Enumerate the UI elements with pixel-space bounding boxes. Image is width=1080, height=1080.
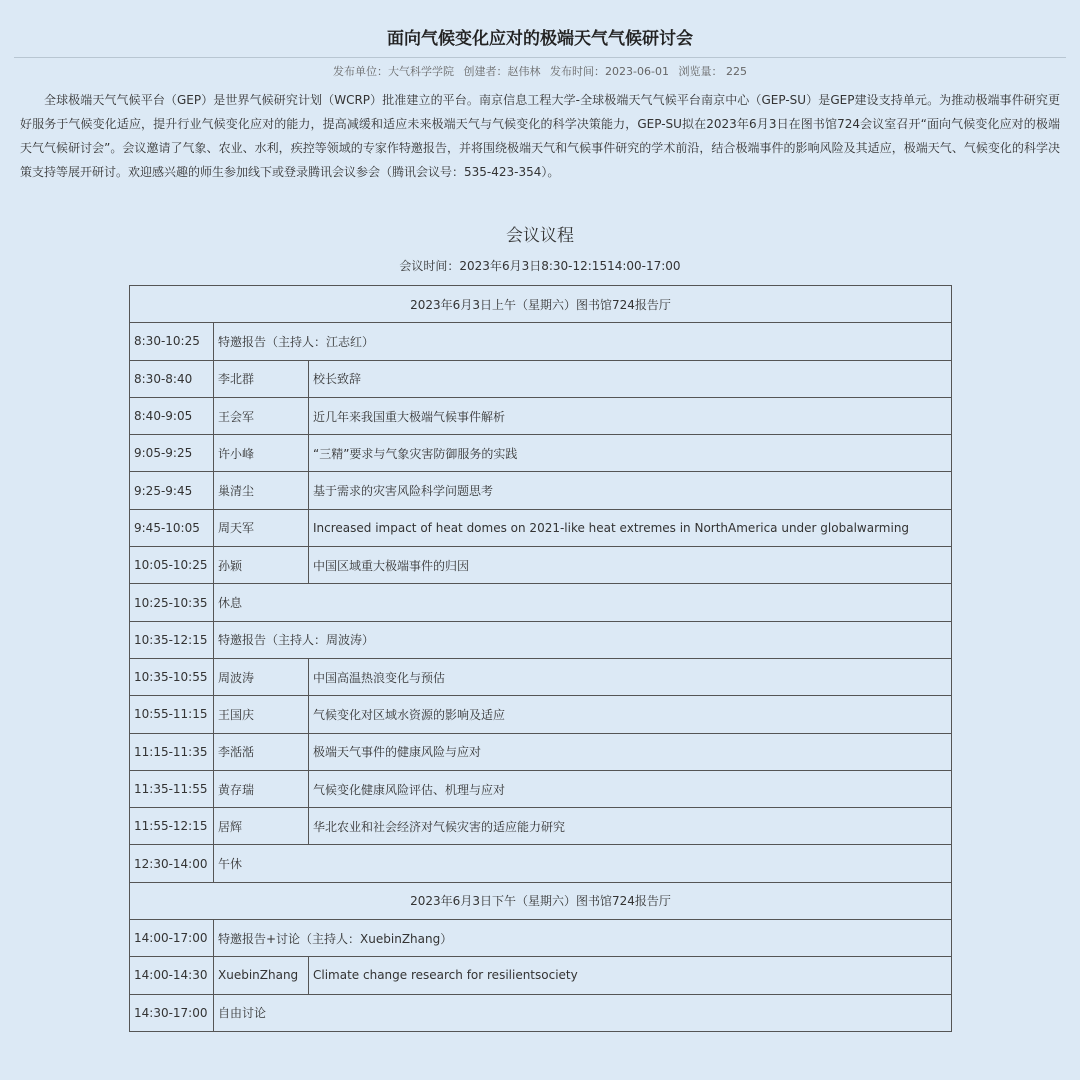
agenda-speaker-cell: 周波涛 <box>214 658 309 695</box>
agenda-session-cell: 特邀报告（主持人：周波涛） <box>214 621 952 658</box>
agenda-time-cell: 14:00-14:30 <box>130 957 214 994</box>
agenda-speaker-cell: 王会军 <box>214 397 309 434</box>
agenda-talk-row <box>130 435 952 472</box>
agenda-speaker-cell: 巢清尘 <box>214 472 309 509</box>
agenda-session-row <box>130 323 952 360</box>
agenda-time-cell: 8:40-9:05 <box>130 397 214 434</box>
agenda-talk-row <box>130 770 952 807</box>
agenda-time-cell: 9:25-9:45 <box>130 472 214 509</box>
agenda-session-row <box>130 920 952 957</box>
agenda-table <box>129 285 952 1032</box>
agenda-session-cell: 特邀报告+讨论（主持人：XuebinZhang） <box>214 920 952 957</box>
agenda-speaker-cell: 王国庆 <box>214 696 309 733</box>
agenda-talk-row <box>130 547 952 584</box>
agenda-topic-cell: 极端天气事件的健康风险与应对 <box>309 733 952 770</box>
agenda-day-header-row <box>130 286 952 323</box>
page-title: 面向气候变化应对的极端天气气候研讨会 <box>387 29 693 49</box>
agenda-speaker-cell: 黄存瑞 <box>214 770 309 807</box>
agenda-session-cell: 自由讨论 <box>214 994 952 1031</box>
agenda-talk-row <box>130 472 952 509</box>
agenda-day-header: 2023年6月3日下午（星期六）图书馆724报告厅 <box>130 882 952 919</box>
agenda-session-cell: 特邀报告（主持人：江志红） <box>214 323 952 360</box>
publisher-label: 发布单位：大气科学学院 <box>333 65 455 78</box>
agenda-day-header: 2023年6月3日上午（星期六）图书馆724报告厅 <box>130 286 952 323</box>
agenda-session-row <box>130 994 952 1031</box>
author-label: 创建者：赵伟林 <box>463 65 541 78</box>
agenda-speaker-cell: 李湉湉 <box>214 733 309 770</box>
agenda-day-header-row <box>130 882 952 919</box>
agenda-speaker-cell: 许小峰 <box>214 435 309 472</box>
agenda-time-cell: 10:35-12:15 <box>130 621 214 658</box>
agenda-talk-row <box>130 509 952 546</box>
agenda-time-cell: 10:05-10:25 <box>130 547 214 584</box>
agenda-speaker-cell: 孙颖 <box>214 547 309 584</box>
agenda-time-cell: 14:00-17:00 <box>130 920 214 957</box>
agenda-topic-cell: Climate change research for resilientsociety <box>309 957 952 994</box>
agenda-topic-cell: 中国高温热浪变化与预估 <box>309 658 952 695</box>
agenda-topic-cell: 气候变化对区域水资源的影响及适应 <box>309 696 952 733</box>
agenda-time: 会议时间：2023年6月3日8:30-12:1514:00-17:00 <box>399 259 681 273</box>
agenda-talk-row <box>130 397 952 434</box>
agenda-time-cell: 10:25-10:35 <box>130 584 214 621</box>
article-meta <box>0 64 1080 80</box>
agenda-time-cell: 12:30-14:00 <box>130 845 214 882</box>
agenda-speaker-cell: XuebinZhang <box>214 957 309 994</box>
agenda-session-cell: 午休 <box>214 845 952 882</box>
intro-paragraph: 全球极端天气气候平台（GEP）是世界气候研究计划（WCRP）批准建立的平台。南京信息工程大学-全球极端天气气候平台南京中心（GEP-SU）是GEP建设支持单元。为推动极端事件研究更好服务于气候变化适应，提升行业气候变化应对的能力，提高减缓和适应未来极端天气与气候变化的科学决策能力，GEP-SU拟在2023年6月3日在图书馆724会议室召开“面向气候变化应对的极端天气气候研讨会”。会议邀请了气象、农业、水利，疾控等领域的专家作特邀报告，并将围绕极端天气和气候事件研究的学术前沿，结合极端事件的影响风险及其适应，极端天气、气候变化的科学决策支持等展开研讨。欢迎感兴趣的师生参加线下或登录腾讯会议参会（腾讯会议号：535-423-354）。 <box>20 93 1060 179</box>
agenda-topic-cell: 校长致辞 <box>309 360 952 397</box>
agenda-talk-row <box>130 808 952 845</box>
agenda-talk-row <box>130 957 952 994</box>
title-divider <box>14 57 1066 58</box>
agenda-topic-cell: 基于需求的灾害风险科学问题思考 <box>309 472 952 509</box>
agenda-topic-cell: 华北农业和社会经济对气候灾害的适应能力研究 <box>309 808 952 845</box>
agenda-talk-row <box>130 733 952 770</box>
agenda-time-cell: 10:55-11:15 <box>130 696 214 733</box>
agenda-session-row <box>130 845 952 882</box>
agenda-topic-cell: “三精”要求与气象灾害防御服务的实践 <box>309 435 952 472</box>
agenda-time-cell: 11:55-12:15 <box>130 808 214 845</box>
agenda-time-cell: 11:35-11:55 <box>130 770 214 807</box>
agenda-time-cell: 14:30-17:00 <box>130 994 214 1031</box>
agenda-time-cell: 8:30-10:25 <box>130 323 214 360</box>
agenda-title: 会议议程 <box>506 226 574 246</box>
agenda-time-cell: 10:35-10:55 <box>130 658 214 695</box>
agenda-topic-cell: Increased impact of heat domes on 2021-like heat extremes in NorthAmerica under globalwarming <box>309 509 952 546</box>
agenda-table-body <box>130 286 952 1032</box>
agenda-time-cell: 8:30-8:40 <box>130 360 214 397</box>
agenda-speaker-cell: 周天军 <box>214 509 309 546</box>
agenda-topic-cell: 近几年来我国重大极端气候事件解析 <box>309 397 952 434</box>
agenda-time-cell: 11:15-11:35 <box>130 733 214 770</box>
agenda-topic-cell: 中国区域重大极端事件的归因 <box>309 547 952 584</box>
agenda-speaker-cell: 居辉 <box>214 808 309 845</box>
agenda-session-cell: 休息 <box>214 584 952 621</box>
agenda-speaker-cell: 李北群 <box>214 360 309 397</box>
agenda-talk-row <box>130 360 952 397</box>
agenda-talk-row <box>130 696 952 733</box>
agenda-time-cell: 9:05-9:25 <box>130 435 214 472</box>
agenda-session-row <box>130 584 952 621</box>
agenda-session-row <box>130 621 952 658</box>
agenda-talk-row <box>130 658 952 695</box>
agenda-topic-cell: 气候变化健康风险评估、机理与应对 <box>309 770 952 807</box>
view-count: 浏览量： 225 <box>678 65 747 78</box>
publish-date: 发布时间：2023-06-01 <box>550 65 669 78</box>
agenda-time-cell: 9:45-10:05 <box>130 509 214 546</box>
